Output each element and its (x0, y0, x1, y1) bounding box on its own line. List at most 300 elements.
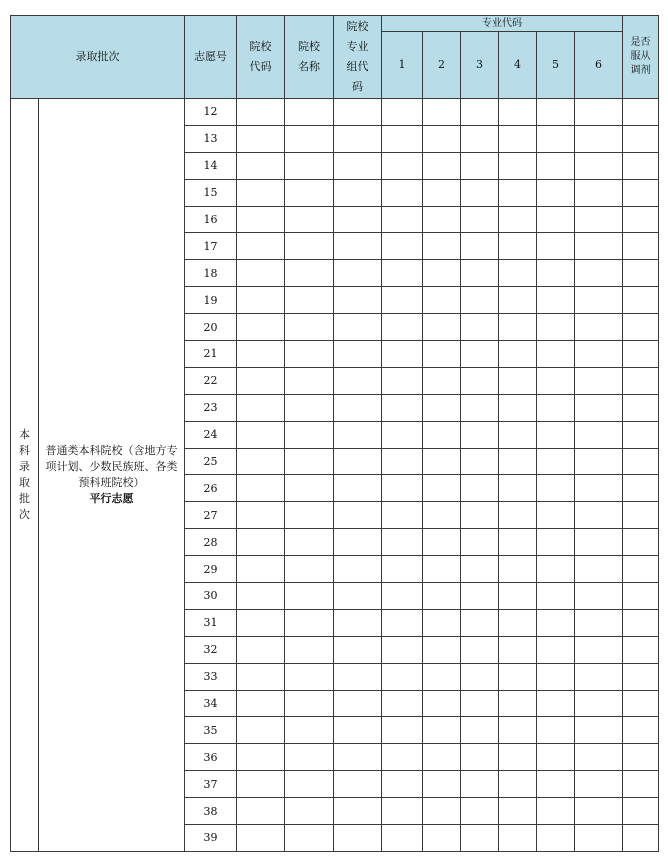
input-cell[interactable] (537, 394, 575, 421)
input-cell[interactable] (237, 825, 285, 852)
input-cell[interactable] (537, 448, 575, 475)
input-cell[interactable] (334, 125, 382, 152)
input-cell[interactable] (285, 717, 334, 744)
input-cell[interactable] (423, 771, 461, 798)
input-cell[interactable] (461, 771, 499, 798)
input-cell[interactable] (461, 448, 499, 475)
input-cell[interactable] (285, 690, 334, 717)
input-cell[interactable] (334, 314, 382, 341)
input-cell[interactable] (382, 367, 423, 394)
input-cell[interactable] (334, 717, 382, 744)
input-cell[interactable] (461, 287, 499, 314)
input-cell[interactable] (423, 125, 461, 152)
input-cell[interactable] (237, 663, 285, 690)
input-cell[interactable] (537, 583, 575, 610)
input-cell[interactable] (334, 421, 382, 448)
input-cell[interactable] (623, 717, 659, 744)
input-cell[interactable] (382, 179, 423, 206)
wish-number: 24 (185, 421, 237, 448)
input-cell[interactable] (623, 448, 659, 475)
input-cell[interactable] (285, 394, 334, 421)
input-cell[interactable] (461, 367, 499, 394)
input-cell[interactable] (499, 609, 537, 636)
input-cell[interactable] (334, 475, 382, 502)
input-cell[interactable] (537, 206, 575, 233)
input-cell[interactable] (537, 771, 575, 798)
input-cell[interactable] (423, 529, 461, 556)
input-cell[interactable] (499, 152, 537, 179)
input-cell[interactable] (461, 609, 499, 636)
input-cell[interactable] (382, 825, 423, 852)
input-cell[interactable] (237, 556, 285, 583)
input-cell[interactable] (382, 233, 423, 260)
input-cell[interactable] (461, 529, 499, 556)
input-cell[interactable] (537, 99, 575, 126)
input-cell[interactable] (623, 475, 659, 502)
input-cell[interactable] (237, 583, 285, 610)
input-cell[interactable] (499, 502, 537, 529)
major-col-4: 4 (499, 32, 537, 99)
input-cell[interactable] (382, 394, 423, 421)
input-cell[interactable] (461, 556, 499, 583)
input-cell[interactable] (423, 99, 461, 126)
input-cell[interactable] (334, 771, 382, 798)
input-cell[interactable] (461, 717, 499, 744)
input-cell[interactable] (334, 663, 382, 690)
input-cell[interactable] (382, 125, 423, 152)
input-cell[interactable] (423, 717, 461, 744)
input-cell[interactable] (499, 367, 537, 394)
input-cell[interactable] (499, 421, 537, 448)
input-cell[interactable] (537, 179, 575, 206)
input-cell[interactable] (334, 233, 382, 260)
input-cell[interactable] (537, 798, 575, 825)
input-cell[interactable] (461, 663, 499, 690)
input-cell[interactable] (237, 99, 285, 126)
input-cell[interactable] (461, 583, 499, 610)
input-cell[interactable] (382, 206, 423, 233)
input-cell[interactable] (575, 502, 623, 529)
input-cell[interactable] (285, 206, 334, 233)
input-cell[interactable] (623, 798, 659, 825)
input-cell[interactable] (423, 609, 461, 636)
major-col-2: 2 (423, 32, 461, 99)
input-cell[interactable] (575, 825, 623, 852)
input-cell[interactable] (423, 825, 461, 852)
input-cell[interactable] (237, 771, 285, 798)
wish-number: 15 (185, 179, 237, 206)
input-cell[interactable] (537, 475, 575, 502)
input-cell[interactable] (237, 798, 285, 825)
input-cell[interactable] (237, 475, 285, 502)
input-cell[interactable] (285, 233, 334, 260)
input-cell[interactable] (423, 556, 461, 583)
input-cell[interactable] (499, 556, 537, 583)
input-cell[interactable] (382, 475, 423, 502)
input-cell[interactable] (382, 636, 423, 663)
input-cell[interactable] (285, 179, 334, 206)
input-cell[interactable] (285, 99, 334, 126)
input-cell[interactable] (237, 367, 285, 394)
input-cell[interactable] (285, 825, 334, 852)
input-cell[interactable] (382, 421, 423, 448)
input-cell[interactable] (575, 206, 623, 233)
input-cell[interactable] (499, 206, 537, 233)
input-cell[interactable] (623, 771, 659, 798)
input-cell[interactable] (237, 394, 285, 421)
input-cell[interactable] (334, 341, 382, 368)
input-cell[interactable] (334, 206, 382, 233)
input-cell[interactable] (423, 636, 461, 663)
wish-number: 23 (185, 394, 237, 421)
input-cell[interactable] (575, 125, 623, 152)
input-cell[interactable] (575, 609, 623, 636)
input-cell[interactable] (537, 125, 575, 152)
input-cell[interactable] (423, 152, 461, 179)
input-cell[interactable] (575, 556, 623, 583)
input-cell[interactable] (499, 260, 537, 287)
input-cell[interactable] (237, 314, 285, 341)
input-cell[interactable] (285, 260, 334, 287)
input-cell[interactable] (334, 529, 382, 556)
input-cell[interactable] (334, 260, 382, 287)
input-cell[interactable] (285, 583, 334, 610)
input-cell[interactable] (237, 502, 285, 529)
input-cell[interactable] (461, 636, 499, 663)
input-cell[interactable] (334, 609, 382, 636)
input-cell[interactable] (623, 663, 659, 690)
input-cell[interactable] (382, 556, 423, 583)
input-cell[interactable] (537, 529, 575, 556)
input-cell[interactable] (285, 502, 334, 529)
input-cell[interactable] (537, 663, 575, 690)
input-cell[interactable] (575, 421, 623, 448)
input-cell[interactable] (499, 690, 537, 717)
wish-number: 18 (185, 260, 237, 287)
input-cell[interactable] (423, 233, 461, 260)
input-cell[interactable] (334, 690, 382, 717)
input-cell[interactable] (285, 152, 334, 179)
input-cell[interactable] (623, 152, 659, 179)
input-cell[interactable] (423, 367, 461, 394)
input-cell[interactable] (499, 744, 537, 771)
input-cell[interactable] (623, 609, 659, 636)
input-cell[interactable] (382, 314, 423, 341)
input-cell[interactable] (623, 287, 659, 314)
input-cell[interactable] (623, 233, 659, 260)
input-cell[interactable] (623, 690, 659, 717)
input-cell[interactable] (537, 690, 575, 717)
input-cell[interactable] (499, 583, 537, 610)
input-cell[interactable] (285, 341, 334, 368)
input-cell[interactable] (423, 421, 461, 448)
major-col-3: 3 (461, 32, 499, 99)
input-cell[interactable] (285, 771, 334, 798)
input-cell[interactable] (575, 287, 623, 314)
input-cell[interactable] (461, 421, 499, 448)
input-cell[interactable] (237, 206, 285, 233)
input-cell[interactable] (382, 448, 423, 475)
input-cell[interactable] (423, 206, 461, 233)
input-cell[interactable] (423, 341, 461, 368)
input-cell[interactable] (461, 260, 499, 287)
input-cell[interactable] (499, 287, 537, 314)
input-cell[interactable] (499, 717, 537, 744)
input-cell[interactable] (537, 421, 575, 448)
input-cell[interactable] (537, 556, 575, 583)
input-cell[interactable] (382, 502, 423, 529)
input-cell[interactable] (423, 583, 461, 610)
input-cell[interactable] (423, 287, 461, 314)
input-cell[interactable] (285, 475, 334, 502)
input-cell[interactable] (334, 367, 382, 394)
wish-number: 26 (185, 475, 237, 502)
input-cell[interactable] (237, 529, 285, 556)
input-cell[interactable] (461, 825, 499, 852)
input-cell[interactable] (537, 260, 575, 287)
input-cell[interactable] (334, 502, 382, 529)
input-cell[interactable] (382, 663, 423, 690)
input-cell[interactable] (285, 448, 334, 475)
input-cell[interactable] (575, 798, 623, 825)
input-cell[interactable] (334, 825, 382, 852)
input-cell[interactable] (334, 152, 382, 179)
input-cell[interactable] (461, 233, 499, 260)
input-cell[interactable] (575, 367, 623, 394)
major-col-1: 1 (382, 32, 423, 99)
input-cell[interactable] (461, 152, 499, 179)
input-cell[interactable] (237, 636, 285, 663)
wish-number: 17 (185, 233, 237, 260)
input-cell[interactable] (237, 260, 285, 287)
input-cell[interactable] (237, 287, 285, 314)
input-cell[interactable] (537, 717, 575, 744)
input-cell[interactable] (334, 556, 382, 583)
input-cell[interactable] (575, 179, 623, 206)
input-cell[interactable] (537, 287, 575, 314)
input-cell[interactable] (575, 690, 623, 717)
input-cell[interactable] (499, 448, 537, 475)
input-cell[interactable] (537, 314, 575, 341)
input-cell[interactable] (461, 206, 499, 233)
input-cell[interactable] (285, 421, 334, 448)
input-cell[interactable] (623, 394, 659, 421)
input-cell[interactable] (382, 609, 423, 636)
input-cell[interactable] (423, 260, 461, 287)
input-cell[interactable] (537, 636, 575, 663)
input-cell[interactable] (499, 636, 537, 663)
input-cell[interactable] (334, 394, 382, 421)
input-cell[interactable] (423, 314, 461, 341)
wish-number: 20 (185, 314, 237, 341)
input-cell[interactable] (499, 99, 537, 126)
input-cell[interactable] (382, 744, 423, 771)
input-cell[interactable] (499, 663, 537, 690)
input-cell[interactable] (423, 690, 461, 717)
input-cell[interactable] (382, 717, 423, 744)
input-cell[interactable] (382, 529, 423, 556)
input-cell[interactable] (237, 125, 285, 152)
input-cell[interactable] (575, 152, 623, 179)
input-cell[interactable] (575, 448, 623, 475)
input-cell[interactable] (537, 502, 575, 529)
wish-number: 32 (185, 636, 237, 663)
input-cell[interactable] (537, 233, 575, 260)
header-school-code-text: 院校 代码 (249, 40, 272, 73)
input-cell[interactable] (623, 502, 659, 529)
input-cell[interactable] (499, 125, 537, 152)
input-cell[interactable] (285, 529, 334, 556)
input-cell[interactable] (575, 260, 623, 287)
input-cell[interactable] (623, 125, 659, 152)
input-cell[interactable] (461, 744, 499, 771)
input-cell[interactable] (423, 663, 461, 690)
input-cell[interactable] (623, 99, 659, 126)
input-cell[interactable] (461, 314, 499, 341)
input-cell[interactable] (461, 125, 499, 152)
input-cell[interactable] (499, 179, 537, 206)
input-cell[interactable] (461, 341, 499, 368)
input-cell[interactable] (499, 394, 537, 421)
input-cell[interactable] (537, 341, 575, 368)
input-cell[interactable] (537, 744, 575, 771)
input-cell[interactable] (382, 99, 423, 126)
input-cell[interactable] (575, 663, 623, 690)
input-cell[interactable] (285, 636, 334, 663)
input-cell[interactable] (423, 502, 461, 529)
input-cell[interactable] (499, 529, 537, 556)
input-cell[interactable] (461, 394, 499, 421)
input-cell[interactable] (423, 744, 461, 771)
input-cell[interactable] (423, 448, 461, 475)
input-cell[interactable] (382, 798, 423, 825)
input-cell[interactable] (575, 583, 623, 610)
input-cell[interactable] (499, 475, 537, 502)
input-cell[interactable] (575, 636, 623, 663)
input-cell[interactable] (285, 744, 334, 771)
input-cell[interactable] (537, 152, 575, 179)
wish-number: 14 (185, 152, 237, 179)
input-cell[interactable] (334, 583, 382, 610)
input-cell[interactable] (285, 367, 334, 394)
input-cell[interactable] (334, 798, 382, 825)
input-cell[interactable] (334, 744, 382, 771)
wish-number: 12 (185, 99, 237, 126)
input-cell[interactable] (237, 233, 285, 260)
wish-number: 16 (185, 206, 237, 233)
input-cell[interactable] (575, 394, 623, 421)
input-cell[interactable] (382, 690, 423, 717)
input-cell[interactable] (537, 825, 575, 852)
wish-number: 39 (185, 825, 237, 852)
input-cell[interactable] (285, 314, 334, 341)
input-cell[interactable] (499, 798, 537, 825)
wish-number: 31 (185, 609, 237, 636)
input-cell[interactable] (237, 690, 285, 717)
input-cell[interactable] (334, 636, 382, 663)
input-cell[interactable] (499, 314, 537, 341)
input-cell[interactable] (461, 179, 499, 206)
input-cell[interactable] (575, 475, 623, 502)
input-cell[interactable] (237, 152, 285, 179)
input-cell[interactable] (334, 99, 382, 126)
input-cell[interactable] (237, 341, 285, 368)
input-cell[interactable] (382, 287, 423, 314)
input-cell[interactable] (623, 314, 659, 341)
input-cell[interactable] (285, 556, 334, 583)
input-cell[interactable] (537, 609, 575, 636)
input-cell[interactable] (461, 99, 499, 126)
input-cell[interactable] (423, 179, 461, 206)
input-cell[interactable] (285, 125, 334, 152)
input-cell[interactable] (237, 179, 285, 206)
input-cell[interactable] (623, 260, 659, 287)
input-cell[interactable] (237, 609, 285, 636)
input-cell[interactable] (285, 798, 334, 825)
input-cell[interactable] (575, 341, 623, 368)
input-cell[interactable] (623, 583, 659, 610)
input-cell[interactable] (423, 475, 461, 502)
input-cell[interactable] (623, 179, 659, 206)
input-cell[interactable] (423, 394, 461, 421)
input-cell[interactable] (334, 448, 382, 475)
input-cell[interactable] (461, 690, 499, 717)
input-cell[interactable] (623, 825, 659, 852)
input-cell[interactable] (575, 314, 623, 341)
input-cell[interactable] (623, 341, 659, 368)
input-cell[interactable] (499, 825, 537, 852)
input-cell[interactable] (382, 152, 423, 179)
wish-number: 38 (185, 798, 237, 825)
input-cell[interactable] (575, 529, 623, 556)
input-cell[interactable] (461, 475, 499, 502)
input-cell[interactable] (237, 744, 285, 771)
input-cell[interactable] (382, 583, 423, 610)
input-cell[interactable] (382, 341, 423, 368)
input-cell[interactable] (423, 798, 461, 825)
input-cell[interactable] (623, 744, 659, 771)
input-cell[interactable] (623, 206, 659, 233)
input-cell[interactable] (623, 529, 659, 556)
input-cell[interactable] (499, 233, 537, 260)
input-cell[interactable] (623, 421, 659, 448)
input-cell[interactable] (623, 367, 659, 394)
input-cell[interactable] (382, 260, 423, 287)
input-cell[interactable] (537, 367, 575, 394)
input-cell[interactable] (499, 341, 537, 368)
input-cell[interactable] (461, 798, 499, 825)
input-cell[interactable] (285, 663, 334, 690)
input-cell[interactable] (334, 287, 382, 314)
input-cell[interactable] (575, 717, 623, 744)
input-cell[interactable] (575, 744, 623, 771)
input-cell[interactable] (285, 609, 334, 636)
input-cell[interactable] (237, 717, 285, 744)
wish-number: 36 (185, 744, 237, 771)
input-cell[interactable] (575, 771, 623, 798)
input-cell[interactable] (623, 636, 659, 663)
input-cell[interactable] (623, 556, 659, 583)
input-cell[interactable] (237, 421, 285, 448)
input-cell[interactable] (575, 233, 623, 260)
input-cell[interactable] (334, 179, 382, 206)
input-cell[interactable] (382, 771, 423, 798)
input-cell[interactable] (237, 448, 285, 475)
input-cell[interactable] (499, 771, 537, 798)
input-cell[interactable] (461, 502, 499, 529)
input-cell[interactable] (285, 287, 334, 314)
input-cell[interactable] (575, 99, 623, 126)
